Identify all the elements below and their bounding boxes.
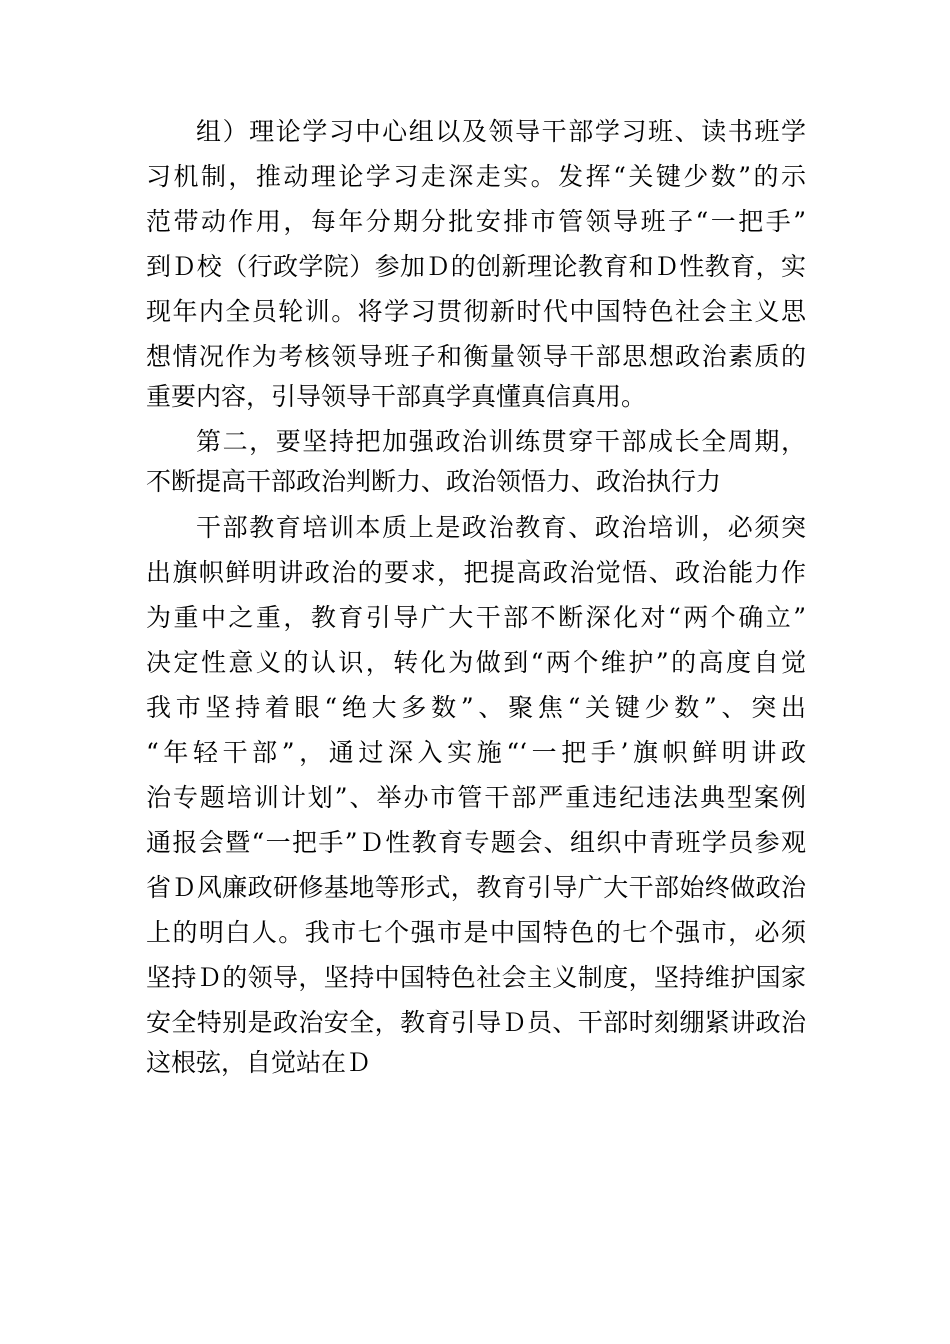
paragraph-line: 重要内容，引导领导干部真学真懂真信真用。 [146,382,647,411]
paragraph-line: 省Ｄ风廉政研修基地等形式，教育引导广大干部始终做政治 [146,873,806,902]
paragraph-line: 安全特别是政治安全，教育引导Ｄ员、干部时刻绷紧讲政治 [146,1008,806,1037]
paragraph-line: 上的明白人。我市七个强市是中国特色的七个强市，必须 [146,918,806,947]
paragraph-line: 出旗帜鲜明讲政治的要求，把提高政治觉悟、政治能力作 [146,558,806,587]
paragraph-line: 范带动作用，每年分期分批安排市管领导班子“一把手” [146,207,806,236]
paragraph-line: 通报会暨“一把手”Ｄ性教育专题会、组织中青班学员参观 [146,828,806,857]
paragraph-line: 坚持Ｄ的领导，坚持中国特色社会主义制度，坚持维护国家 [146,963,806,992]
paragraph-line: “年轻干部”，通过深入实施“‘一把手’旗帜鲜明讲政 [146,738,806,767]
paragraph-line: 这根弦，自觉站在Ｄ [146,1048,372,1077]
paragraph-line: 习机制，推动理论学习走深走实。发挥“关键少数”的示 [146,162,806,191]
section-heading-line: 不断提高干部政治判断力、政治领悟力、政治执行力 [146,467,722,496]
paragraph-line: 现年内全员轮训。将学习贯彻新时代中国特色社会主义思 [146,297,806,326]
paragraph-line: 我市坚持着眼“绝大多数”、聚焦“关键少数”、突出 [146,693,806,722]
paragraph-line: 决定性意义的认识，转化为做到“两个维护”的高度自觉 [146,648,806,677]
paragraph-line: 为重中之重，教育引导广大干部不断深化对“两个确立” [146,603,806,632]
paragraph-line: 到Ｄ校（行政学院）参加Ｄ的创新理论教育和Ｄ性教育，实 [146,252,806,281]
section-heading-line: 第二，要坚持把加强政治训练贯穿干部成长全周期， [196,427,806,456]
paragraph-line: 组）理论学习中心组以及领导干部学习班、读书班学 [196,117,806,146]
paragraph-line: 干部教育培训本质上是政治教育、政治培训，必须突 [196,513,806,542]
paragraph-line: 想情况作为考核领导班子和衡量领导干部思想政治素质的 [146,342,806,371]
paragraph-line: 治专题培训计划”、举办市管干部严重违纪违法典型案例 [146,783,806,812]
